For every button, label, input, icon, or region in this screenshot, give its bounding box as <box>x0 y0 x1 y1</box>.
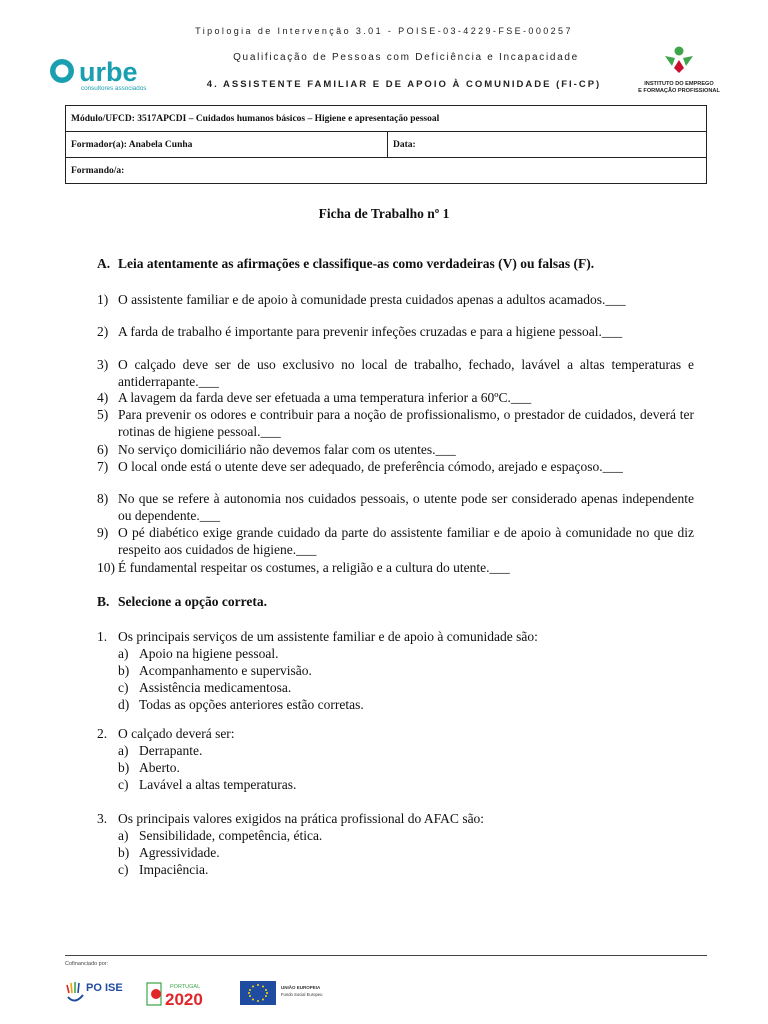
statement-item: 9) O pé diabético exige grande cuidado da parte do assistente familiar e de apoio à comunidade no que diz respeito aos cuidados de higiene.___ <box>97 525 694 557</box>
trainee-cell[interactable]: Formando/a: <box>66 158 707 184</box>
portugal-wordmark: PORTUGAL <box>170 984 201 990</box>
statement-item: 6) No serviço domiciliário não devemos falar com os utentes.___ <box>97 442 456 457</box>
option[interactable]: b) Aberto. <box>118 760 180 775</box>
statement-item: 8) No que se refere à autonomia nos cuidados pessoais, o utente pode ser considerado apenas independente ou dependente.___ <box>97 491 694 523</box>
option[interactable]: a) Derrapante. <box>118 743 203 758</box>
urbe-logo <box>48 55 168 95</box>
header-typology: Tipologia de Intervenção 3.01 - POISE-03-4229-FSE-000257 <box>195 26 573 36</box>
info-table <box>65 105 707 184</box>
header-course: 4. ASSISTENTE FAMILIAR E DE APOIO À COMUNIDADE (FI-CP) <box>206 79 602 90</box>
question-block <box>97 810 697 878</box>
option[interactable]: b) Acompanhamento e supervisão. <box>118 663 312 678</box>
urbe-tagline: consultores associados <box>81 85 147 92</box>
statement-item: 5) Para prevenir os odores e contribuir para a noção de profissionalismo, o prestador de cuidados, deverá ter rotinas de higiene pessoal.___ <box>97 407 694 439</box>
eu-flag-logo <box>240 981 323 1005</box>
esf-name: Fundo Social Europeu <box>281 992 323 997</box>
statement-item: 4) A lavagem da farda deve ser efetuada a uma temperatura inferior a 60ºC.___ <box>97 390 532 405</box>
option[interactable]: c) Impaciência. <box>118 862 209 877</box>
poise-logo-icon <box>67 982 123 1001</box>
statement-item: 10) É fundamental respeitar os costumes, a religião e a cultura do utente.___ <box>97 560 510 575</box>
module-cell: Módulo/UFCD: 3517APCDI – Cuidados humanos básicos – Higiene e apresentação pessoal <box>66 106 707 132</box>
option[interactable]: b) Agressividade. <box>118 845 220 860</box>
portugal-2020-logo <box>147 983 203 1009</box>
section-a-label: A. <box>97 256 111 271</box>
iefp-name-line2: E FORMAÇÃO PROFISSIONAL <box>638 87 720 94</box>
option[interactable]: d) Todas as opções anteriores estão corretas. <box>118 697 364 712</box>
question-stem: Os principais valores exigidos na prática profissional do AFAC são: <box>118 811 485 826</box>
statement-item: 7) O local onde está o utente deve ser adequado, de preferência cómodo, arejado e espaçoso.___ <box>97 459 623 474</box>
question-block <box>97 628 697 713</box>
question-stem: O calçado deverá ser: <box>118 726 235 741</box>
trainer-cell: Formador(a): Anabela Cunha <box>66 132 388 158</box>
date-cell[interactable]: Data: <box>388 132 707 158</box>
question-number: 3. <box>97 811 108 826</box>
urbe-wordmark: urbe <box>79 57 138 87</box>
option[interactable]: c) Lavável a altas temperaturas. <box>118 777 297 792</box>
option[interactable]: a) Sensibilidade, competência, ética. <box>118 828 323 843</box>
pt2020-wordmark: 2020 <box>165 990 203 1009</box>
section-b-heading <box>97 594 267 610</box>
option[interactable]: c) Assistência medicamentosa. <box>118 680 292 695</box>
statement-item: 3) O calçado deve ser de uso exclusivo no local de trabalho, fechado, lavável a altas temperaturas e antiderrapante.___ <box>97 357 694 389</box>
footer-divider <box>65 955 707 956</box>
worksheet-title: Ficha de Trabalho nº 1 <box>318 206 450 221</box>
funding-logos <box>65 975 365 1011</box>
question-block <box>97 725 697 793</box>
option[interactable]: a) Apoio na higiene pessoal. <box>118 646 279 661</box>
cofinanced-label: Cofinanciado por: <box>65 961 109 967</box>
section-b-text: Selecione a opção correta. <box>118 594 267 609</box>
header-qualification: Qualificação de Pessoas com Deficiência e Incapacidade <box>233 52 579 63</box>
question-stem: Os principais serviços de um assistente familiar e de apoio à comunidade são: <box>118 629 538 644</box>
iefp-logo <box>634 44 724 102</box>
poise-wordmark: PO ISE <box>86 982 123 994</box>
iefp-symbol <box>659 44 699 74</box>
statement-item: 1) O assistente familiar e de apoio à comunidade presta cuidados apenas a adultos acamados.___ <box>97 292 626 307</box>
question-number: 2. <box>97 726 108 741</box>
eu-name: UNIÃO EUROPEIA <box>281 985 321 990</box>
section-a-text: Leia atentamente as afirmações e classifique-as como verdadeiras (V) ou falsas (F). <box>118 256 595 271</box>
section-a-heading <box>97 256 594 272</box>
statement-item: 2) A farda de trabalho é importante para prevenir infeções cruzadas e para a higiene pessoal.___ <box>97 324 623 339</box>
section-b-label: B. <box>97 594 110 609</box>
iefp-name-line1: INSTITUTO DO EMPREGO <box>644 81 714 87</box>
question-number: 1. <box>97 629 108 644</box>
